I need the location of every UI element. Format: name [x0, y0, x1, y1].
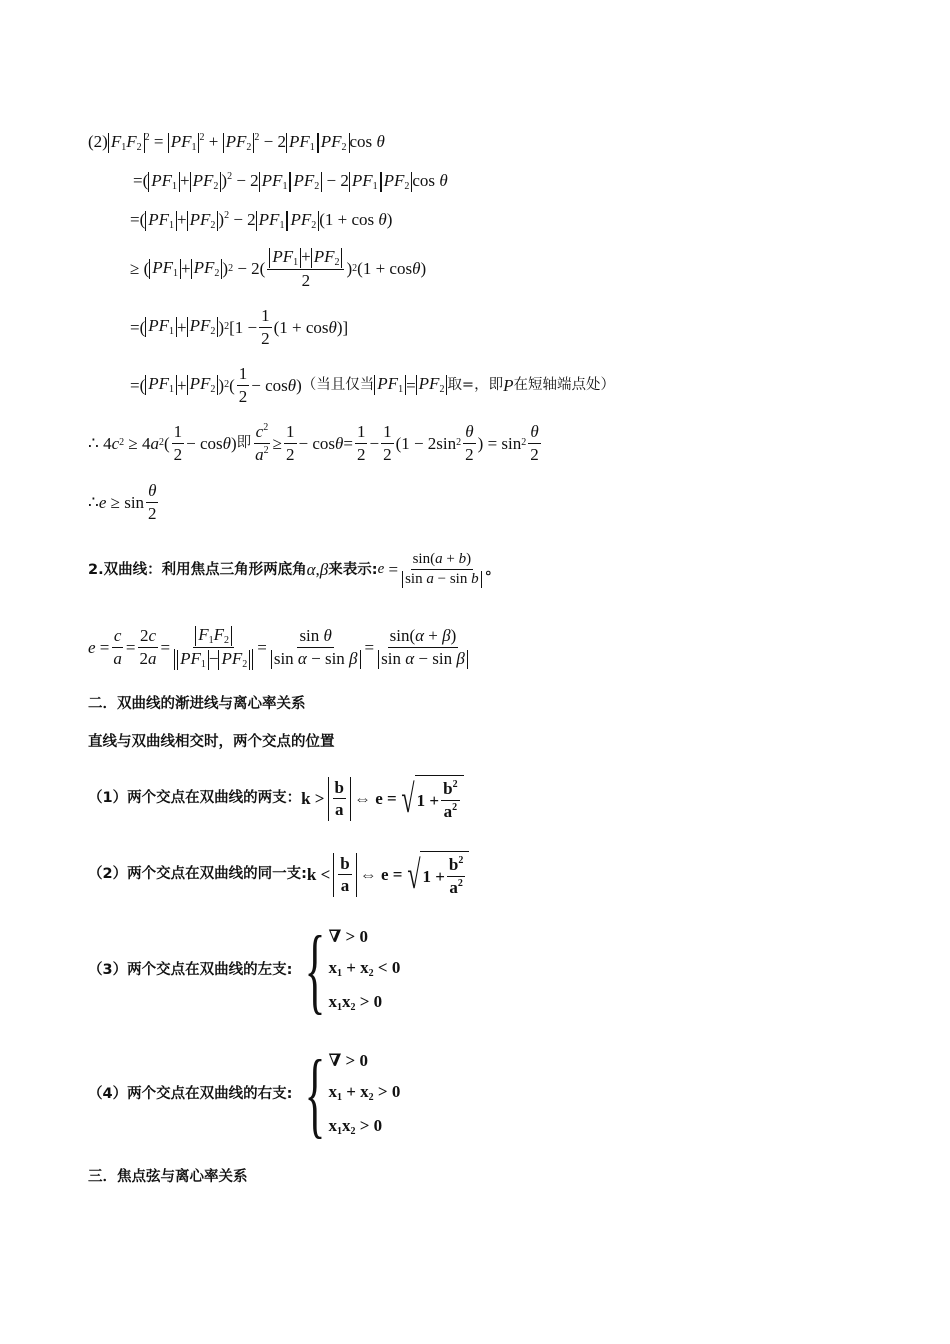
- eq-conclusion-2: ∴ e ≥ sin $\frac{\theta}{2}$: [88, 481, 157, 523]
- eq-step-2: =( $PF_1 + PF_2$ )$^2$ − 2 $PF_1$ $PF_2$ (1 + cos θ): [130, 210, 393, 231]
- section-2-title: 二．双曲线的渐进线与离心率关系: [88, 696, 306, 712]
- item-3: （3）两个交点在双曲线的左支: { ∇ > 0 $x_1 + x_2 < 0$ $x_1x_2 > 0$: [88, 916, 401, 1023]
- eq-conclusion-1: ∴ 4 c 2 ≥ 4 a 2 ( $\frac{1}{2}$ − cos θ ) 即 $\frac{c^2}{a^2}$ ≥ $\frac{1}{2}$ − cos θ = $\frac{1}{2}$ − $\frac{1}{2}$ (1 − 2sin 2 $\frac{\theta}{2}$ ) = sin 2 $\frac{\theta}{2}$: [88, 422, 539, 464]
- eq-step-1: =( $PF_1 + PF_2$ )$^2$ − 2 $PF_1$ $PF_2 - 2$ $PF_1$ $PF_2$ cos θ: [133, 171, 448, 192]
- item-1: （1）两个交点在双曲线的两支： k > $\frac{b}{a}$ ⇔ e = √ 1 + $\frac{b^2}{a^2}$: [88, 775, 464, 822]
- eq-law-of-cosines: (2) $F_1F_2^2 = PF_1^2 + PF_2^2 - 2$ $PF_1$ $PF_2$ cos θ: [88, 132, 385, 153]
- eq-step-5: =( $PF_1$ + $PF_2$ ) 2 ( $\frac{1}{2}$ − cos θ ) （当且仅当 $PF_1$ = $PF_2$ 取=，即 P 在短轴端点处）: [130, 364, 615, 406]
- eq-step-4: =( $PF_1$ + $PF_2$ ) 2 [1 − $\frac{1}{2}$ (1 + cos θ )]: [130, 306, 349, 348]
- item-2: （2）两个交点在双曲线的同一支: k < $\frac{b}{a}$ ⇔ e = √ 1 + $\frac{b^2}{a^2}$: [88, 851, 469, 898]
- section-2-subtitle: 直线与双曲线相交时，两个交点的位置: [88, 734, 335, 750]
- eq-hyperbola-eccentricity: e = $\frac{c}{a}$ = $\frac{2c}{2a}$ = $\frac{F_1F_2}{PF_1 - PF_2}$ = $\frac{\text{sin θ}}{\text{sin α − sin β}}$ = $\frac{\sin(\alpha + \beta)}{\text{sin α − sin β}}$: [88, 624, 472, 671]
- equality-condition: （当且仅当: [301, 376, 375, 393]
- item-4: （4）两个交点在双曲线的右支: { ∇ > 0 $x_1 + x_2 > 0$ $x_1x_2 > 0$: [88, 1040, 401, 1147]
- eq-step-3-inequality: ≥ ( $PF_1$ + $PF_2$ ) 2 − 2( $\frac{PF_1 + PF_2}{2}$ ) 2 (1 + cos θ ): [130, 247, 427, 290]
- section-3-title: 三．焦点弦与离心率关系: [88, 1169, 248, 1185]
- hyperbola-heading: 2.双曲线：利用焦点三角形两底角 α , β 来表示: e = $\frac{\sin(a + b)}{\text{sin a − sin b}}$ 。: [88, 551, 501, 588]
